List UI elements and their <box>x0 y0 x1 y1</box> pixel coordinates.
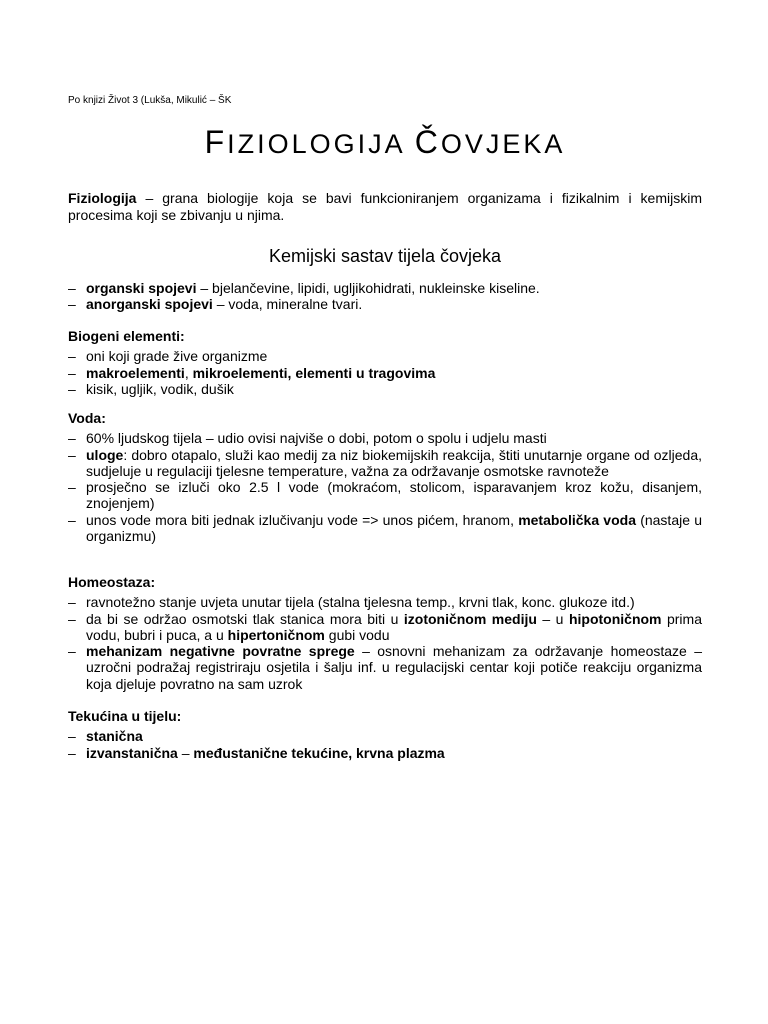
item-text: oni koji grade žive organizme <box>86 348 268 365</box>
item-bold: hipertoničnom <box>227 626 325 643</box>
dash-bullet: – <box>68 364 76 381</box>
list-item <box>68 479 702 512</box>
item-text: ravnotežno stanje uvjeta unutar tijela (stalna tjelesna temp., krvni tlak, konc. glukoze itd.) <box>86 594 635 611</box>
dash-bullet: – <box>68 744 76 761</box>
item-text: , <box>184 364 193 381</box>
item-bold: mehanizam negativne povratne sprege <box>86 643 355 660</box>
dash-bullet: – <box>68 594 76 611</box>
voda-list <box>68 430 702 544</box>
item-text: da bi se održao osmotski tlak stanica mora biti u <box>86 610 404 627</box>
dash-bullet: – <box>68 643 76 660</box>
item-text: – u <box>536 610 569 627</box>
source-note: Po knjizi Život 3 (Lukša, Mikulić – ŠK <box>68 95 232 106</box>
item-text: – voda, mineralne tvari. <box>212 296 363 313</box>
item-bold: organski spojevi <box>86 280 197 296</box>
list-item <box>68 728 702 744</box>
dash-bullet: – <box>68 446 76 463</box>
homeostaza-list <box>68 594 702 692</box>
item-text: – <box>177 744 194 761</box>
list-item <box>68 745 702 761</box>
title-word-rest: IZIOLOGIJA <box>227 129 405 159</box>
biogeni-list <box>68 348 702 397</box>
list-item <box>68 594 702 610</box>
tekucina-list <box>68 728 702 761</box>
item-text: 60% ljudskog tijela – udio ovisi najviše o dobi, potom o spolu i udjelu masti <box>86 430 547 447</box>
item-text: kisik, ugljik, vodik, dušik <box>86 380 234 397</box>
item-text: – bjelančevine, lipidi, ugljikohidrati, nukleinske kiseline. <box>196 280 540 296</box>
item-bold: makroelementi <box>86 364 185 381</box>
item-bold: uloge <box>86 446 124 463</box>
section-heading: Homeostaza: <box>68 574 156 590</box>
page-title <box>68 124 702 161</box>
list-item <box>68 447 702 480</box>
intro-text: – grana biologije koja se bavi funkcioniranjem organizama i fizikalnim i kemijskim procesima koji se zbivanju u njima. <box>68 190 702 223</box>
list-item <box>68 611 702 644</box>
item-bold: mikroelementi, elementi u tragovima <box>192 364 436 381</box>
item-text: : dobro otapalo, služi kao medij za niz biokemijskih reakcija, štiti unutarnje organe od ozljeda, sudjeluje u regulaciji tjelesne temperature, važna za održavanje osmotske ravnoteže <box>86 446 702 479</box>
list-item <box>68 296 702 312</box>
list-item <box>68 512 702 545</box>
item-text: prima vodu, bubri i puca, a u <box>86 610 702 643</box>
item-text: unos vode mora biti jednak izlučivanju vode => unos pićem, hranom, <box>86 511 519 528</box>
tekucina-section <box>68 708 702 761</box>
dash-bullet: – <box>68 610 76 627</box>
item-bold: hipotoničnom <box>568 610 662 627</box>
intro-paragraph <box>68 190 702 224</box>
sastav-list-block <box>68 280 702 313</box>
list-item <box>68 365 702 381</box>
item-bold: stanična <box>86 728 143 745</box>
item-text: (nastaje u organizmu) <box>86 511 702 545</box>
dash-bullet: – <box>68 479 76 496</box>
section-heading: Voda: <box>68 410 106 426</box>
homeostaza-section <box>68 574 702 692</box>
dash-bullet: – <box>68 380 76 397</box>
biogeni-section <box>68 328 702 397</box>
item-bold: međustanične tekućine, krvna plazma <box>193 744 445 761</box>
dash-bullet: – <box>68 728 76 745</box>
dash-bullet: – <box>68 511 76 528</box>
item-bold: anorganski spojevi <box>86 296 213 313</box>
dash-bullet: – <box>68 348 76 365</box>
item-bold: izotoničnom mediju <box>403 610 537 627</box>
dash-bullet: – <box>68 280 76 296</box>
item-text: gubi vodu <box>324 626 390 643</box>
title-word-rest: OVJEKA <box>440 129 566 159</box>
list-item <box>68 280 702 296</box>
dash-bullet: – <box>68 296 76 313</box>
item-text: – osnovni mehanizam za održavanje homeostaze – uzročni podražaj registriraju osjetila i šalju inf. u regulacijski centar koji potiče reakciju organizma koja djeluje povratno na sam uzrok <box>86 643 702 692</box>
intro-term: Fiziologija <box>68 190 137 206</box>
list-item <box>68 430 702 446</box>
title-initial: F <box>204 124 228 160</box>
list-item <box>68 381 702 397</box>
item-text: prosječno se izluči oko 2.5 l vode (mokraćom, stolicom, isparavanjem kroz kožu, disanjem, znojenjem) <box>86 479 702 512</box>
list-item <box>68 348 702 364</box>
sastav-list <box>68 280 702 313</box>
section-heading: Biogeni elementi: <box>68 328 185 344</box>
section-title: Kemijski sastav tijela čovjeka <box>268 246 502 266</box>
title-initial: Č <box>414 124 441 160</box>
list-item <box>68 643 702 692</box>
item-bold: metabolička voda <box>518 511 636 528</box>
voda-section <box>68 410 702 544</box>
item-bold: izvanstanična <box>86 744 178 761</box>
dash-bullet: – <box>68 430 76 447</box>
section-heading: Tekućina u tijelu: <box>68 708 182 724</box>
